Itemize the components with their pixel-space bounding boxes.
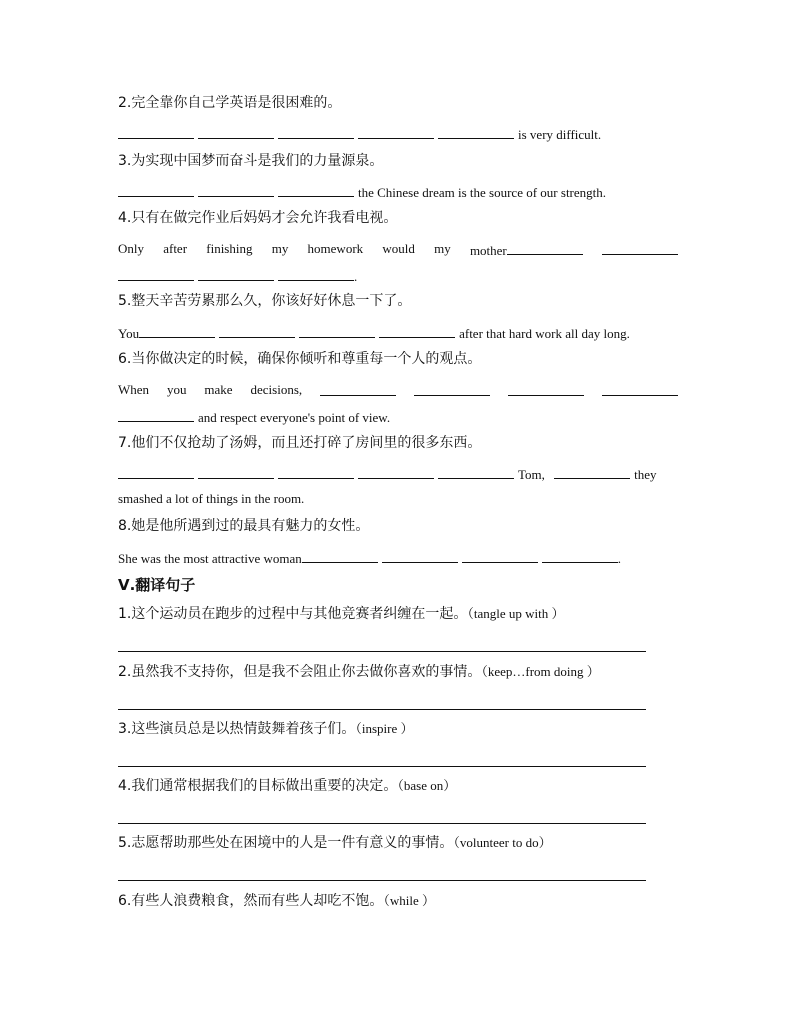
hint: （base on） [397,778,457,793]
sentence-tail: smashed a lot of things in the room. [118,491,305,506]
question-text: 他们不仅抢劫了汤姆，而且还打碎了房间里的很多东西。 [131,435,482,451]
question-number: 4. [118,210,132,226]
question-number: 5. [118,835,132,851]
question-text: 整天辛苦劳累那么久，你该好好休息一下了。 [131,293,412,309]
question-4-english-cont [118,266,357,286]
question-4-chinese [118,209,397,227]
question-text: 当你做决定的时候，确保你倾听和尊重每一个人的观点。 [131,351,482,367]
question-text: 只有在做完作业后妈妈才会允许我看电视。 [131,210,398,226]
translation-4 [118,777,456,795]
question-3-english [118,182,606,202]
answer-blank[interactable] [278,464,354,479]
question-5-english [118,323,630,343]
translation-6 [118,892,435,910]
answer-blank[interactable] [438,124,514,139]
answer-blank[interactable] [462,548,538,563]
question-text: 我们通常根据我们的目标做出重要的决定。 [131,778,398,794]
question-number: 3. [118,153,132,169]
question-text: 完全靠你自己学英语是很困难的。 [131,95,342,111]
answer-line[interactable] [118,766,646,767]
sentence-lead: She was the most attractive woman [118,551,302,566]
answer-blank[interactable] [382,548,458,563]
question-number: 7. [118,435,132,451]
sentence-word: my [434,241,451,256]
question-text: 为实现中国梦而奋斗是我们的力量源泉。 [131,153,384,169]
sentence-tail: is very difficult. [518,127,602,142]
question-text: 她是他所遇到过的最具有魅力的女性。 [131,518,370,534]
answer-blank[interactable] [278,124,354,139]
answer-blank[interactable] [198,464,274,479]
answer-line[interactable] [118,709,646,710]
answer-blank[interactable] [438,464,514,479]
question-text: 虽然我不支持你，但是我不会阻止你去做你喜欢的事情。 [131,664,482,680]
question-number: 4. [118,778,132,794]
answer-blank[interactable] [358,124,434,139]
hint: （while ） [383,893,435,908]
question-number: 2. [118,95,132,111]
question-number: 5. [118,293,132,309]
sentence-tail: and respect everyone's point of view. [198,410,391,425]
question-2-english [118,124,601,144]
question-7-chinese [118,434,481,452]
answer-blank[interactable] [278,266,354,281]
answer-blank[interactable] [219,323,295,338]
question-number: 8. [118,518,132,534]
answer-blank[interactable] [508,381,584,396]
sentence-word: When [118,382,150,397]
translation-1 [118,605,565,623]
question-3-chinese [118,152,383,170]
question-4-english [118,240,678,260]
answer-blank[interactable] [507,240,583,255]
question-text: 有些人浪费粮食，然而有些人却吃不饱。 [131,893,384,909]
answer-blank[interactable] [602,381,678,396]
sentence-end: . [617,551,622,566]
question-7-english [118,464,657,484]
answer-blank[interactable] [554,464,630,479]
hint: （tangle up with ） [467,606,565,621]
sentence-word: mother [469,243,507,258]
sentence-tail: the Chinese dream is the source of our strength. [358,185,607,200]
answer-blank[interactable] [139,323,215,338]
sentence-word: you [166,382,187,397]
question-number: 2. [118,664,132,680]
answer-blank[interactable] [118,182,194,197]
answer-blank[interactable] [118,464,194,479]
question-text: 这个运动员在跑步的过程中与其他竞赛者纠缠在一起。 [131,606,468,622]
sentence-lead: You [118,326,140,341]
question-number: 6. [118,893,132,909]
hint: （inspire ） [355,721,414,736]
sentence-mid: Tom, [518,467,545,482]
translation-3 [118,720,414,738]
answer-line[interactable] [118,880,646,881]
answer-blank[interactable] [278,182,354,197]
answer-line[interactable] [118,651,646,652]
question-2-chinese [118,94,341,112]
answer-line[interactable] [118,823,646,824]
sentence-word: after [163,241,188,256]
sentence-word: my [271,241,289,256]
sentence-tail: after that hard work all day long. [459,326,630,341]
answer-blank[interactable] [602,240,678,255]
answer-blank[interactable] [358,464,434,479]
answer-blank[interactable] [302,548,378,563]
question-number: 3. [118,721,132,737]
sentence-word: Only [118,241,144,256]
question-7-english-cont [118,490,304,508]
question-8-chinese [118,517,369,535]
question-number: 6. [118,351,132,367]
question-text: 这些演员总是以热情鼓舞着孩子们。 [131,721,356,737]
question-5-chinese [118,292,411,310]
question-text: 志愿帮助那些处在困境中的人是一件有意义的事情。 [131,835,454,851]
answer-blank[interactable] [414,381,490,396]
answer-blank[interactable] [198,266,274,281]
answer-blank[interactable] [198,124,274,139]
sentence-word: decisions, [250,382,303,397]
question-6-chinese [118,350,481,368]
hint: （volunteer to do） [453,835,552,850]
hint: （keep…from doing ） [481,664,600,679]
answer-blank[interactable] [198,182,274,197]
translation-2 [118,663,600,681]
sentence-word: finishing [206,241,253,256]
answer-blank[interactable] [320,381,396,396]
section-title: Ⅴ.翻译句子 [118,576,196,594]
answer-blank[interactable] [379,323,455,338]
answer-blank[interactable] [118,124,194,139]
answer-blank[interactable] [118,407,194,422]
answer-blank[interactable] [118,266,194,281]
sentence-end: . [354,269,358,284]
question-8-english [118,548,621,568]
question-number: 1. [118,606,132,622]
sentence-word: homework [307,241,364,256]
question-6-english-cont [118,407,390,427]
answer-blank[interactable] [542,548,618,563]
sentence-word: would [382,241,415,256]
question-6-english [118,381,678,399]
sentence-word: make [204,382,233,397]
answer-blank[interactable] [299,323,375,338]
translation-5 [118,834,552,852]
sentence-word: they [634,467,657,482]
